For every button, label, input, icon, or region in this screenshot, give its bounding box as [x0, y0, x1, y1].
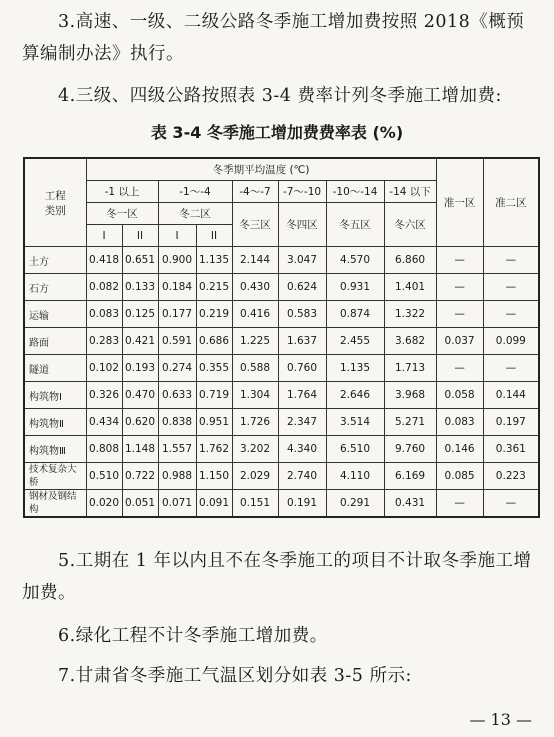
table-cell: 0.291	[326, 490, 384, 518]
table-cell: 0.071	[158, 490, 196, 518]
row-label: 路面	[24, 328, 86, 355]
table-cell: 6.510	[326, 436, 384, 463]
page-number: — 13 —	[469, 710, 532, 729]
header-zone: 冬四区	[278, 203, 326, 247]
header-zone: 冬二区	[158, 203, 232, 225]
table-cell: 1.557	[158, 436, 196, 463]
table-cell: 0.191	[278, 490, 326, 518]
table-cell: 0.651	[122, 247, 158, 274]
paragraph-4: 4.三级、四级公路按照表 3-4 费率计列冬季施工增加费:	[58, 86, 502, 106]
table-cell: 2.029	[232, 463, 278, 490]
header-zone: 冬六区	[384, 203, 436, 247]
header-sub: I	[158, 225, 196, 247]
table-cell: 1.135	[196, 247, 232, 274]
table-cell: 0.133	[122, 274, 158, 301]
table-cell: 0.510	[86, 463, 122, 490]
table-cell: —	[483, 247, 539, 274]
paragraph-7: 7.甘肃省冬季施工气温区划分如表 3-5 所示:	[58, 666, 412, 686]
table-cell: 0.099	[483, 328, 539, 355]
table-row	[24, 409, 539, 436]
table-cell: 0.588	[232, 355, 278, 382]
table-cell: —	[483, 490, 539, 518]
table-cell: 2.455	[326, 328, 384, 355]
table-cell: 1.304	[232, 382, 278, 409]
table-cell: 0.037	[436, 328, 483, 355]
table-cell: —	[483, 274, 539, 301]
table-cell: 0.125	[122, 301, 158, 328]
table-cell: 3.968	[384, 382, 436, 409]
table-cell: 0.591	[158, 328, 196, 355]
table-cell: 0.583	[278, 301, 326, 328]
table-cell: 0.082	[86, 274, 122, 301]
table-cell: 0.197	[483, 409, 539, 436]
table-cell: 0.951	[196, 409, 232, 436]
table-cell: 0.184	[158, 274, 196, 301]
header-avg-temp: 冬季期平均温度 (℃)	[86, 158, 436, 181]
table-cell: 0.083	[86, 301, 122, 328]
paragraph-6: 6.绿化工程不计冬季施工增加费。	[58, 626, 328, 646]
table-cell: 0.151	[232, 490, 278, 518]
table-cell: 1.135	[326, 355, 384, 382]
table-row	[24, 247, 539, 274]
header-quasi-zone-1: 准一区	[436, 158, 483, 247]
table-cell: 0.051	[122, 490, 158, 518]
header-zone: 冬五区	[326, 203, 384, 247]
table-cell: 3.682	[384, 328, 436, 355]
table-cell: 0.434	[86, 409, 122, 436]
table-cell: 0.361	[483, 436, 539, 463]
table-cell: 0.083	[436, 409, 483, 436]
row-label: 钢材及钢结构	[24, 490, 86, 518]
header-range: -4～-7	[232, 181, 278, 203]
table-cell: 3.514	[326, 409, 384, 436]
header-sub: II	[122, 225, 158, 247]
table-cell: 4.570	[326, 247, 384, 274]
table-cell: 0.416	[232, 301, 278, 328]
table-cell: 3.047	[278, 247, 326, 274]
table-cell: 0.215	[196, 274, 232, 301]
header-sub: II	[196, 225, 232, 247]
paragraph-5: 5.工期在 1 年以内且不在冬季施工的项目不计取冬季施工增加费。	[22, 551, 532, 603]
table-cell: 1.637	[278, 328, 326, 355]
header-range: -14 以下	[384, 181, 436, 203]
row-label: 石方	[24, 274, 86, 301]
table-cell: —	[483, 355, 539, 382]
table-cell: 5.271	[384, 409, 436, 436]
table-cell: 0.931	[326, 274, 384, 301]
winter-construction-rate-table	[23, 157, 540, 518]
table-cell: 1.713	[384, 355, 436, 382]
table-cell: 3.202	[232, 436, 278, 463]
table-cell: 0.355	[196, 355, 232, 382]
table-cell: —	[436, 274, 483, 301]
table-cell: 1.401	[384, 274, 436, 301]
table-cell: 1.150	[196, 463, 232, 490]
table-cell: 2.740	[278, 463, 326, 490]
table-caption: 表 3-4 冬季施工增加费费率表 (%)	[150, 123, 404, 142]
table-cell: —	[436, 355, 483, 382]
table-cell: 4.340	[278, 436, 326, 463]
table-cell: 0.470	[122, 382, 158, 409]
table-cell: 0.633	[158, 382, 196, 409]
table-cell: 0.686	[196, 328, 232, 355]
table-cell: 0.223	[483, 463, 539, 490]
table-cell: 0.421	[122, 328, 158, 355]
row-label: 隧道	[24, 355, 86, 382]
table-cell: 0.808	[86, 436, 122, 463]
table-cell: 0.624	[278, 274, 326, 301]
header-zone: 冬三区	[232, 203, 278, 247]
table-cell: 0.219	[196, 301, 232, 328]
table-cell: 0.146	[436, 436, 483, 463]
table-cell: 1.726	[232, 409, 278, 436]
table-cell: 0.091	[196, 490, 232, 518]
table-cell: 0.988	[158, 463, 196, 490]
header-range: -10～-14	[326, 181, 384, 203]
table-cell: 2.144	[232, 247, 278, 274]
table-cell: 1.225	[232, 328, 278, 355]
table-row	[24, 328, 539, 355]
table-cell: 0.144	[483, 382, 539, 409]
header-range: -7～-10	[278, 181, 326, 203]
table-cell: 2.347	[278, 409, 326, 436]
table-cell: 0.085	[436, 463, 483, 490]
header-sub: I	[86, 225, 122, 247]
header-range: -1 以上	[86, 181, 158, 203]
table-row	[24, 301, 539, 328]
paragraph-3: 3.高速、一级、二级公路冬季施工增加费按照 2018《概预算编制办法》执行。	[22, 12, 525, 64]
table-cell: 6.169	[384, 463, 436, 490]
table-cell: —	[436, 247, 483, 274]
table-cell: 0.900	[158, 247, 196, 274]
table-row	[24, 463, 539, 490]
table-cell: 1.322	[384, 301, 436, 328]
row-label: 技术复杂大桥	[24, 463, 86, 490]
table-cell: 0.058	[436, 382, 483, 409]
header-range: -1～-4	[158, 181, 232, 203]
table-cell: 0.274	[158, 355, 196, 382]
table-cell: 1.148	[122, 436, 158, 463]
table-cell: 0.283	[86, 328, 122, 355]
table-cell: 0.177	[158, 301, 196, 328]
table-cell: 0.193	[122, 355, 158, 382]
header-quasi-zone-2: 准二区	[483, 158, 539, 247]
table-cell: —	[436, 301, 483, 328]
table-cell: —	[483, 301, 539, 328]
row-label: 构筑物Ⅰ	[24, 382, 86, 409]
table-row	[24, 382, 539, 409]
table-cell: 4.110	[326, 463, 384, 490]
header-project-type: 工程 类别	[24, 158, 86, 247]
table-cell: 1.764	[278, 382, 326, 409]
table-cell: 0.760	[278, 355, 326, 382]
row-label: 土方	[24, 247, 86, 274]
table-cell: 0.431	[384, 490, 436, 518]
table-row	[24, 490, 539, 518]
table-cell: 6.860	[384, 247, 436, 274]
table-cell: 9.760	[384, 436, 436, 463]
table-cell: 2.646	[326, 382, 384, 409]
row-label: 构筑物Ⅱ	[24, 409, 86, 436]
header-zone: 冬一区	[86, 203, 158, 225]
table-cell: 0.719	[196, 382, 232, 409]
table-cell: 0.620	[122, 409, 158, 436]
table-cell: 0.838	[158, 409, 196, 436]
table-cell: 0.020	[86, 490, 122, 518]
row-label: 构筑物Ⅲ	[24, 436, 86, 463]
table-cell: 1.762	[196, 436, 232, 463]
table-cell: 0.722	[122, 463, 158, 490]
table-cell: 0.102	[86, 355, 122, 382]
table-row	[24, 436, 539, 463]
table-cell: —	[436, 490, 483, 518]
table-cell: 0.326	[86, 382, 122, 409]
row-label: 运输	[24, 301, 86, 328]
table-row	[24, 274, 539, 301]
table-cell: 0.418	[86, 247, 122, 274]
table-cell: 0.874	[326, 301, 384, 328]
table-cell: 0.430	[232, 274, 278, 301]
table-container	[23, 157, 538, 518]
table-row	[24, 355, 539, 382]
